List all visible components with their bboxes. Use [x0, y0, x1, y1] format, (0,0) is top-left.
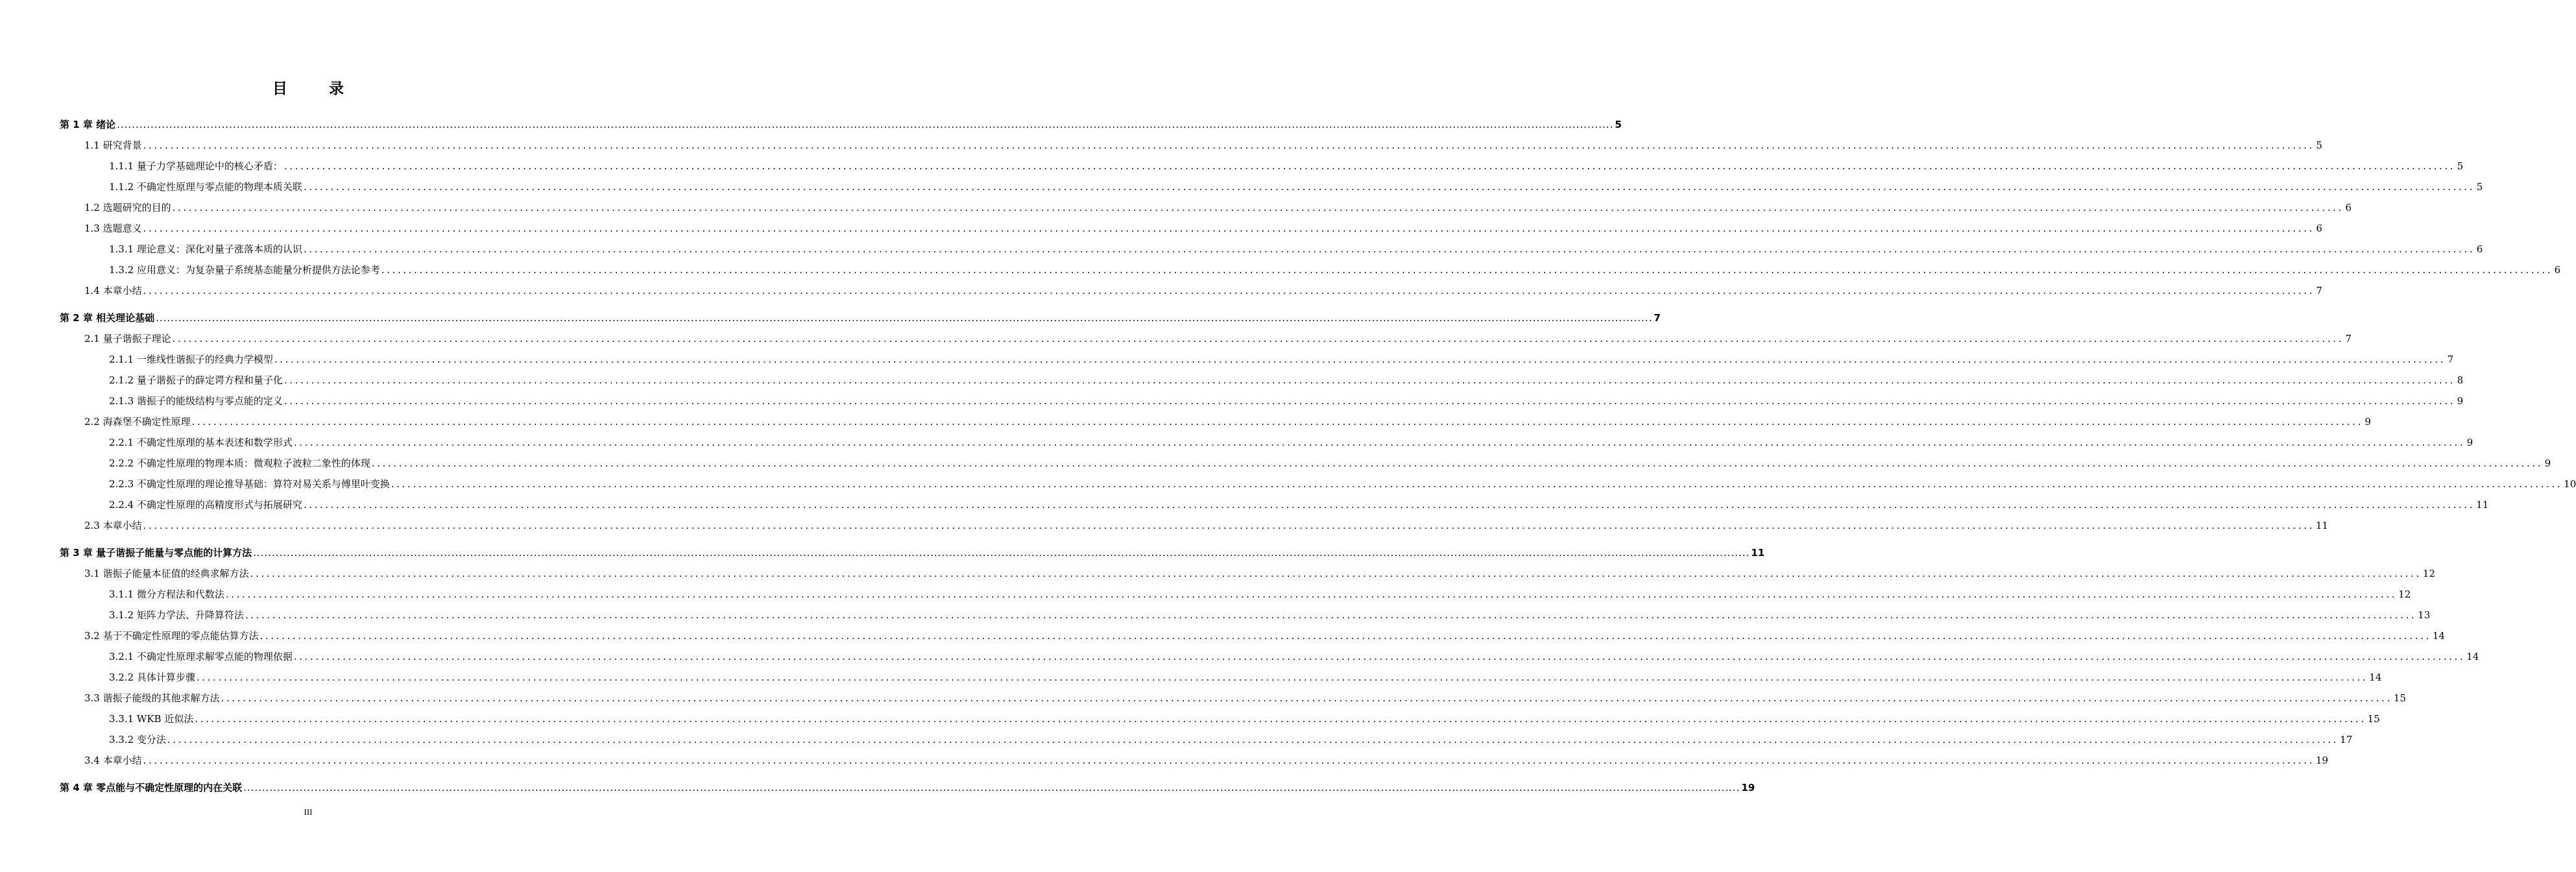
toc-subsection-entry[interactable] [109, 649, 2479, 664]
toc-entry-page-number: 17 [2340, 734, 2353, 745]
toc-dot-leader: ................................................................................................................................................................................................................................................................................................................................................................................................................ [293, 437, 2466, 448]
toc-dot-leader: ................................................................................................................................................................................................................................................................................................................................................................................................................ [143, 755, 2315, 766]
toc-entry-page-number: 12 [2422, 568, 2435, 579]
toc-entry-label: 3.3.2 变分法 [109, 734, 166, 745]
toc-chapter-entry[interactable] [60, 117, 1622, 132]
toc-entry-label: 3.2.2 具体计算步骤 [109, 672, 195, 683]
toc-entry-label: 2.2.4 不确定性原理的高精度形式与拓展研究 [109, 499, 302, 511]
toc-entry-page-number: 5 [2316, 139, 2322, 151]
toc-dot-leader: ................................................................................................................................................................................................................................................................................................................................................................................................................ [172, 202, 2344, 213]
toc-entry-label: 第 4 章 零点能与不确定性原理的内在关联 [60, 782, 243, 793]
toc-dot-leader: ................................................................................................................................................................................................................................................................................................................................................................................................................ [303, 243, 2475, 255]
toc-dot-leader: ................................................................................................................................................................................................................................................................................................................................................................................................................ [259, 630, 2431, 642]
toc-entry-page-number: 9 [2466, 437, 2474, 448]
toc-section-entry[interactable] [84, 414, 2371, 430]
toc-entry-label: 3.2 基于不确定性原理的零点能估算方法 [84, 630, 259, 642]
toc-entry-label: 2.2 海森堡不确定性原理 [84, 416, 191, 428]
toc-entry-page-number: 9 [2365, 416, 2371, 428]
toc-entry-page-number: 5 [1615, 119, 1622, 130]
toc-dot-leader: ................................................................................................................................................................................................................................................................................................................................................................................................................ [283, 374, 2456, 386]
toc-dot-leader: ................................................................................................................................................................................................................................................................................................................................................................................................................ [243, 782, 1740, 793]
toc-entry-page-number: 8 [2457, 374, 2464, 386]
toc-section-entry[interactable] [84, 628, 2445, 644]
toc-entry-page-number: 14 [2432, 630, 2445, 642]
toc-dot-leader: ................................................................................................................................................................................................................................................................................................................................................................................................................ [391, 478, 2563, 490]
toc-section-entry[interactable] [84, 566, 2435, 581]
toc-entry-page-number: 9 [2544, 457, 2551, 469]
toc-subsection-entry[interactable] [109, 607, 2431, 623]
toc-subsection-entry[interactable] [109, 587, 2411, 602]
toc-dot-leader: ................................................................................................................................................................................................................................................................................................................................................................................................................ [293, 651, 2466, 662]
toc-entry-label: 第 3 章 量子谐振子能量与零点能的计算方法 [60, 547, 252, 559]
toc-subsection-entry[interactable] [109, 711, 2380, 727]
toc-subsection-entry[interactable] [109, 262, 2561, 278]
toc-entry-label: 第 2 章 相关理论基础 [60, 312, 155, 324]
toc-dot-leader: ................................................................................................................................................................................................................................................................................................................................................................................................................ [117, 119, 1614, 130]
toc-section-entry[interactable] [84, 690, 2406, 706]
toc-entry-label: 1.3.2 应用意义：为复杂量子系统基态能量分析提供方法论参考 [109, 264, 380, 276]
toc-subsection-entry[interactable] [109, 497, 2489, 513]
toc-dot-leader: ................................................................................................................................................................................................................................................................................................................................................................................................................ [274, 354, 2446, 365]
toc-section-entry[interactable] [84, 200, 2352, 215]
toc-dot-leader: ................................................................................................................................................................................................................................................................................................................................................................................................................ [381, 264, 2553, 276]
toc-entry-page-number: 11 [2315, 520, 2328, 531]
toc-entry-page-number: 10 [2564, 478, 2576, 490]
page-title: 目 录 [272, 80, 362, 97]
toc-subsection-entry[interactable] [109, 393, 2464, 409]
toc-subsection-entry[interactable] [109, 372, 2464, 388]
toc-entry-page-number: 7 [1654, 312, 1661, 324]
toc-entry-label: 2.1.2 量子谐振子的薛定谔方程和量子化 [109, 374, 283, 386]
toc-dot-leader: ................................................................................................................................................................................................................................................................................................................................................................................................................ [172, 333, 2344, 345]
toc-entry-label: 2.2.2 不确定性原理的物理本质：微观粒子波粒二象性的体现 [109, 457, 370, 469]
toc-subsection-entry[interactable] [109, 476, 2576, 492]
toc-entry-page-number: 13 [2418, 609, 2431, 621]
page-number-footer: III [304, 807, 313, 817]
toc-entry-page-number: 6 [2554, 264, 2561, 276]
toc-subsection-entry[interactable] [109, 732, 2353, 747]
toc-entry-label: 3.2.1 不确定性原理求解零点能的物理依据 [109, 651, 293, 662]
toc-entry-page-number: 7 [2316, 285, 2322, 297]
toc-subsection-entry[interactable] [109, 435, 2474, 450]
toc-chapter-entry[interactable] [60, 310, 1661, 326]
toc-chapter-entry[interactable] [60, 545, 1765, 561]
toc-entry-page-number: 6 [2345, 202, 2352, 213]
toc-entry-label: 第 1 章 绪论 [60, 119, 116, 130]
toc-entry-page-number: 5 [2457, 160, 2464, 172]
toc-dot-leader: ................................................................................................................................................................................................................................................................................................................................................................................................................ [191, 416, 2363, 428]
toc-dot-leader: ................................................................................................................................................................................................................................................................................................................................................................................................................ [245, 609, 2417, 621]
toc-entry-page-number: 14 [2369, 672, 2382, 683]
toc-entry-page-number: 7 [2447, 354, 2454, 365]
toc-chapter-entry[interactable] [60, 780, 1755, 795]
toc-dot-leader: ................................................................................................................................................................................................................................................................................................................................................................................................................ [225, 588, 2398, 600]
toc-dot-leader: ................................................................................................................................................................................................................................................................................................................................................................................................................ [221, 692, 2392, 704]
toc-entry-label: 1.1.2 不确定性原理与零点能的物理本质关联 [109, 181, 302, 193]
toc-entry-label: 3.3 谐振子能级的其他求解方法 [84, 692, 220, 704]
toc-dot-leader: ................................................................................................................................................................................................................................................................................................................................................................................................................ [253, 547, 1750, 559]
toc-dot-leader: ................................................................................................................................................................................................................................................................................................................................................................................................................ [143, 520, 2315, 531]
toc-entry-label: 1.1.1 量子力学基础理论中的核心矛盾： [109, 160, 283, 172]
toc-entry-label: 2.1.1 一维线性谐振子的经典力学模型 [109, 354, 273, 365]
toc-section-entry[interactable] [84, 753, 2328, 768]
toc-entry-label: 2.2.3 不确定性原理的理论推导基础：算符对易关系与傅里叶变换 [109, 478, 390, 490]
toc-section-entry[interactable] [84, 331, 2352, 346]
toc-entry-page-number: 9 [2457, 395, 2464, 407]
toc-section-entry[interactable] [84, 518, 2328, 533]
toc-entry-label: 3.1 谐振子能量本征值的经典求解方法 [84, 568, 249, 579]
toc-subsection-entry[interactable] [109, 179, 2483, 195]
toc-entry-label: 3.1.2 矩阵力学法、升降算符法 [109, 609, 244, 621]
toc-entry-label: 2.2.1 不确定性原理的基本表述和数学形式 [109, 437, 293, 448]
toc-entry-page-number: 15 [2367, 713, 2380, 725]
toc-subsection-entry[interactable] [109, 241, 2483, 257]
toc-entry-page-number: 19 [1741, 782, 1755, 793]
toc-entry-label: 1.1 研究背景 [84, 139, 142, 151]
toc-entry-label: 3.4 本章小结 [84, 755, 142, 766]
toc-entry-label: 3.1.1 微分方程法和代数法 [109, 588, 224, 600]
toc-dot-leader: ................................................................................................................................................................................................................................................................................................................................................................................................................ [303, 499, 2475, 511]
toc-entry-page-number: 14 [2466, 651, 2479, 662]
toc-entry-page-number: 5 [2476, 181, 2483, 193]
toc-dot-leader: ................................................................................................................................................................................................................................................................................................................................................................................................................ [156, 312, 1653, 324]
toc-entry-label: 1.2 选题研究的目的 [84, 202, 171, 213]
toc-dot-leader: ................................................................................................................................................................................................................................................................................................................................................................................................................ [143, 285, 2315, 297]
toc-subsection-entry[interactable] [109, 670, 2382, 685]
toc-entry-label: 2.3 本章小结 [84, 520, 142, 531]
toc-entry-label: 3.3.1 WKB 近似法 [109, 713, 194, 725]
toc-dot-leader: ................................................................................................................................................................................................................................................................................................................................................................................................................ [143, 223, 2315, 234]
toc-dot-leader: ................................................................................................................................................................................................................................................................................................................................................................................................................ [371, 457, 2544, 469]
toc-dot-leader: ................................................................................................................................................................................................................................................................................................................................................................................................................ [303, 181, 2475, 193]
toc-entry-page-number: 7 [2345, 333, 2352, 345]
toc-entry-label: 1.4 本章小结 [84, 285, 142, 297]
toc-entry-page-number: 11 [2476, 499, 2489, 511]
toc-section-entry[interactable] [84, 221, 2322, 236]
toc-dot-leader: ................................................................................................................................................................................................................................................................................................................................................................................................................ [195, 713, 2366, 725]
toc-dot-leader: ................................................................................................................................................................................................................................................................................................................................................................................................................ [167, 734, 2339, 745]
toc-entry-page-number: 6 [2316, 223, 2322, 234]
toc-dot-leader: ................................................................................................................................................................................................................................................................................................................................................................................................................ [143, 139, 2315, 151]
toc-dot-leader: ................................................................................................................................................................................................................................................................................................................................................................................................................ [283, 395, 2456, 407]
toc-entry-page-number: 11 [1751, 547, 1765, 559]
toc-entry-label: 2.1.3 谐振子的能级结构与零点能的定义 [109, 395, 283, 407]
toc-entry-page-number: 12 [2398, 588, 2411, 600]
toc-subsection-entry[interactable] [109, 455, 2551, 471]
toc-section-entry[interactable] [84, 138, 2322, 153]
toc-entry-page-number: 6 [2476, 243, 2483, 255]
toc-subsection-entry[interactable] [109, 352, 2454, 367]
toc-dot-leader: ................................................................................................................................................................................................................................................................................................................................................................................................................ [250, 568, 2422, 579]
toc-entry-page-number: 19 [2315, 755, 2328, 766]
toc-entry-label: 1.3.1 理论意义：深化对量子涨落本质的认识 [109, 243, 302, 255]
toc-subsection-entry[interactable] [109, 158, 2464, 174]
toc-entry-label: 1.3 选题意义 [84, 223, 142, 234]
toc-entry-page-number: 15 [2393, 692, 2406, 704]
toc-dot-leader: ................................................................................................................................................................................................................................................................................................................................................................................................................ [196, 672, 2368, 683]
toc-section-entry[interactable] [84, 283, 2322, 298]
toc-entry-label: 2.1 量子谐振子理论 [84, 333, 171, 345]
toc-dot-leader: ................................................................................................................................................................................................................................................................................................................................................................................................................ [283, 160, 2456, 172]
